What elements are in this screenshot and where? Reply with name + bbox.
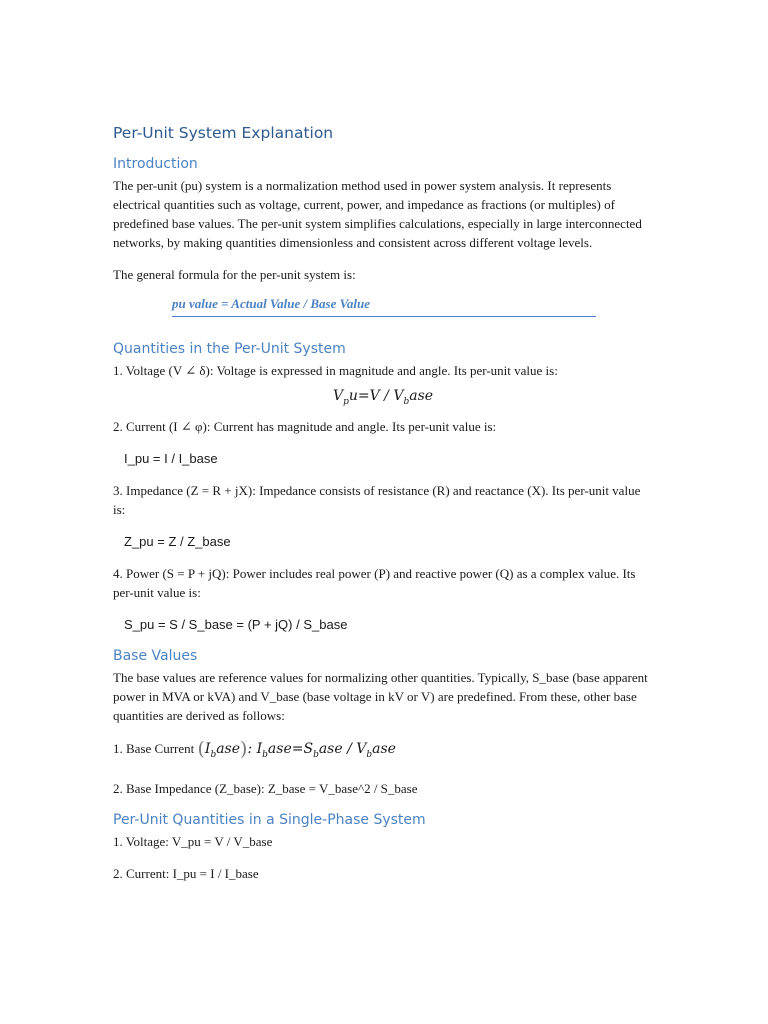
bc-sub-b3: b <box>313 749 319 760</box>
voltage-eq-ase: ase <box>409 388 434 404</box>
power-equation: S_pu = S / S_base = (P + jQ) / S_base <box>124 616 348 632</box>
bc-sub-b2: b <box>262 749 268 760</box>
section-heading-base-values: Base Values <box>113 647 198 664</box>
formula-intro: The general formula for the per-unit system is: <box>113 267 356 282</box>
base-paragraph: The base values are reference values for normalizing other quantities. Typically, S_base (base apparent power in MVA or kVA) and V_base (base voltage in kV or V) are predefined. From these, other base quantities are derived as follows: <box>113 669 648 723</box>
current-equation: I_pu = I / I_base <box>124 450 218 466</box>
impedance-text: 3. Impedance (Z = R + jX): Impedance consists of resistance (R) and reactance (X). Its per-unit value is: <box>113 482 641 517</box>
voltage-eq-sub-p: p <box>343 396 349 407</box>
bc-colon: : I <box>247 740 263 757</box>
base-impedance-item: 2. Base Impedance (Z_base): Z_base = V_base^2 / S_base <box>113 780 418 796</box>
bc-ase1: ase <box>216 740 241 757</box>
bc-sub-b1: b <box>210 749 217 760</box>
voltage-equation <box>113 388 653 407</box>
page-title: Per-Unit System Explanation <box>113 124 334 142</box>
intro-paragraph: The per-unit (pu) system is a normalization method used in power system analysis. It represents electrical quantities such as voltage, current, power, and impedance as fractions (or multiples) of predefined base values. The per-unit system simplifies calculations, especially in large interconnected networks, by making quantities dimensionless and consistent across different voltage levels. <box>113 178 642 250</box>
voltage-eq-v: V <box>332 388 344 404</box>
bc-i: I <box>204 740 211 757</box>
power-text: 4. Power (S = P + jQ): Power includes real power (P) and reactive power (Q) as a complex value. Its per-unit value is: <box>113 565 636 600</box>
base-current-label: 1. Base Current <box>113 740 198 756</box>
bc-sub-b4: b <box>366 749 373 760</box>
bc-end: ase <box>372 740 396 757</box>
section-heading-introduction: Introduction <box>113 156 198 172</box>
general-formula: pu value = Actual Value / Base Value <box>172 296 596 317</box>
document-content <box>113 124 653 883</box>
section-heading-quantities: Quantities in the Per-Unit System <box>113 341 346 357</box>
single-phase-current: 2. Current: I_pu = I / I_base <box>113 865 259 881</box>
bc-div: ase / V <box>318 740 367 757</box>
voltage-text: 1. Voltage (V ∠ δ): Voltage is expressed in magnitude and angle. Its per-unit value is: <box>113 363 558 378</box>
section-heading-single-phase: Per-Unit Quantities in a Single-Phase System <box>113 811 426 828</box>
voltage-eq-sub-b: b <box>403 396 410 407</box>
voltage-eq-u: u <box>348 388 358 404</box>
current-text: 2. Current (I ∠ φ): Current has magnitude and angle. Its per-unit value is: <box>113 418 497 434</box>
impedance-equation: Z_pu = Z / Z_base <box>124 533 231 549</box>
base-current-math: $(I_base)$: $I_base=S_base / V_base$ <box>197 737 396 760</box>
voltage-eq-rhs: =V / V <box>357 388 404 404</box>
single-phase-voltage: 1. Voltage: V_pu = V / V_base <box>113 833 273 849</box>
base-current-item <box>113 739 653 765</box>
bc-eq: ase=S <box>267 740 314 757</box>
